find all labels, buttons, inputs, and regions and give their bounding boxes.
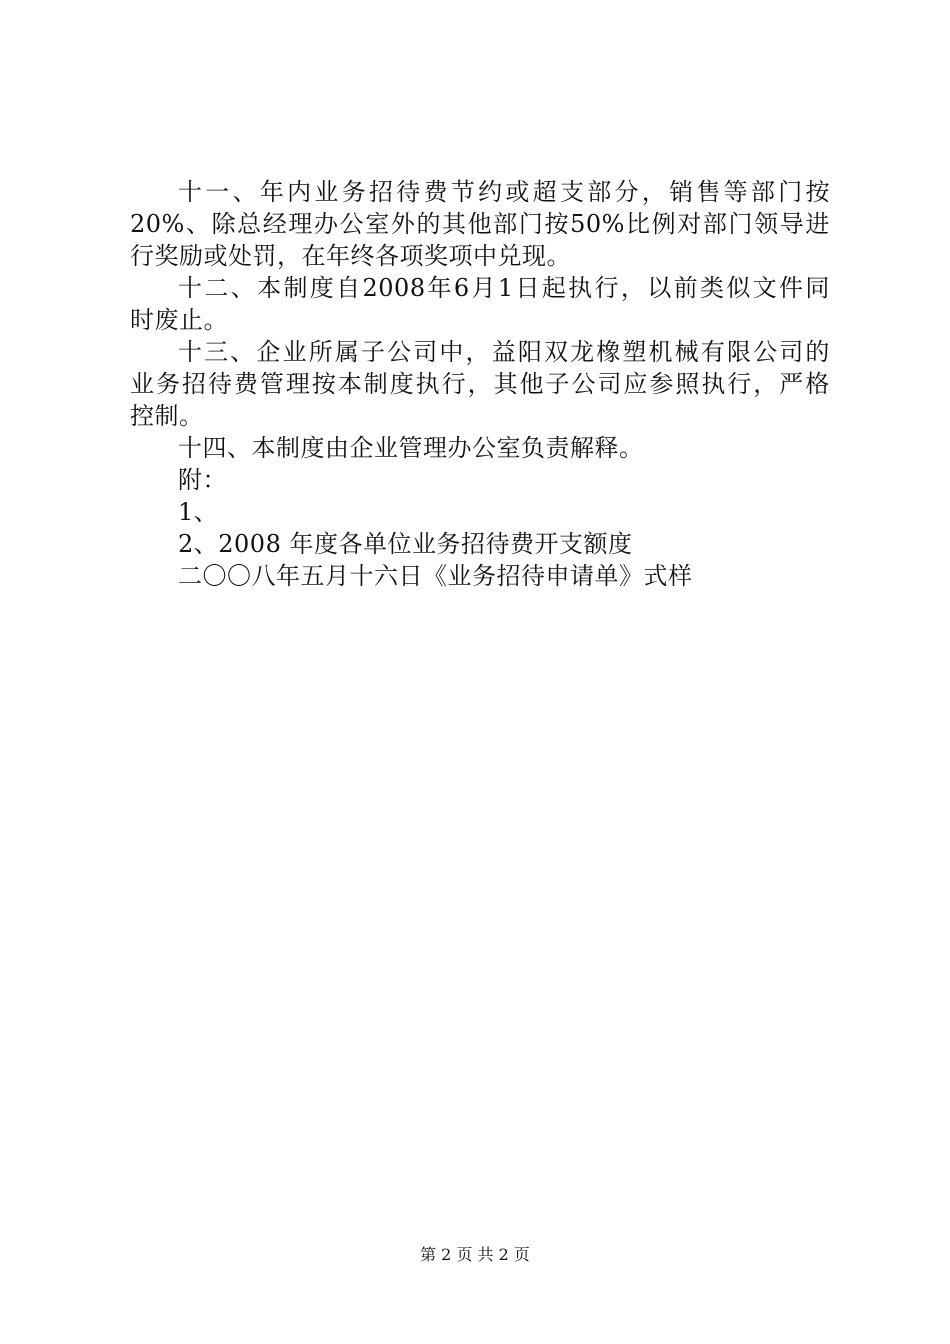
glyph: 参 xyxy=(649,370,674,398)
glyph: 本 xyxy=(257,274,282,302)
glyph: 等 xyxy=(723,178,749,206)
glyph: 照 xyxy=(675,370,700,398)
paragraph-11-line-1 xyxy=(130,176,830,208)
glyph: 年 xyxy=(259,178,285,206)
paragraph-12-line-2: 时废止。 xyxy=(130,306,228,334)
glyph: 经 xyxy=(262,210,288,238)
glyph: 20% xyxy=(130,210,185,238)
glyph: 待 xyxy=(207,370,233,398)
glyph: 度 xyxy=(389,370,415,398)
glyph: ， xyxy=(620,274,646,302)
glyph: 行 xyxy=(727,370,752,398)
glyph: 制 xyxy=(363,370,389,398)
glyph: 管 xyxy=(259,370,285,398)
glyph: 益 xyxy=(491,338,517,366)
glyph: 日 xyxy=(515,274,540,302)
glyph: 所 xyxy=(308,338,334,366)
glyph: 1 xyxy=(497,274,514,302)
glyph: 节 xyxy=(450,178,476,206)
glyph: 招 xyxy=(368,178,394,206)
glyph: 子 xyxy=(545,370,570,398)
glyph: 内 xyxy=(287,178,312,206)
glyph: 按 xyxy=(311,370,337,398)
appendix-label: 附： xyxy=(178,466,227,494)
glyph: 同 xyxy=(805,274,830,302)
glyph: 行 xyxy=(441,370,467,398)
glyph: 公 xyxy=(571,370,596,398)
glyph: 企 xyxy=(256,338,281,366)
paragraph-11-line-2 xyxy=(130,208,830,240)
glyph: 、 xyxy=(185,210,211,238)
glyph: 执 xyxy=(701,370,726,398)
appendix-item-3: 二〇〇八年五月十六日《业务招待申请单》式样 xyxy=(178,562,693,590)
glyph: 、 xyxy=(230,274,256,302)
page-number-label: 第 2 页 共 2 页 xyxy=(420,1245,530,1264)
glyph: 公 xyxy=(753,338,778,366)
glyph: 司 xyxy=(413,338,438,366)
glyph: 销 xyxy=(669,178,694,206)
glyph: 部 xyxy=(493,210,518,238)
glyph: 或 xyxy=(505,178,530,206)
glyph: 门 xyxy=(778,178,803,206)
glyph: 进 xyxy=(805,210,830,238)
glyph: 业 xyxy=(314,178,339,206)
glyph: 门 xyxy=(728,210,753,238)
glyph: 门 xyxy=(518,210,544,238)
glyph: 执 xyxy=(568,274,593,302)
glyph: 机 xyxy=(648,338,674,366)
glyph: 司 xyxy=(779,338,804,366)
glyph: 限 xyxy=(726,338,752,366)
glyph: 前 xyxy=(673,274,699,302)
glyph: 十 xyxy=(178,178,203,206)
glyph: 务 xyxy=(155,370,181,398)
glyph: 务 xyxy=(341,178,367,206)
glyph: 约 xyxy=(478,178,503,206)
glyph: 费 xyxy=(423,178,449,206)
glyph: 一 xyxy=(205,178,230,206)
glyph: 部 xyxy=(587,178,612,206)
appendix-item-1: 1、 xyxy=(178,498,219,526)
glyph: ， xyxy=(467,370,493,398)
glyph: 十 xyxy=(178,274,203,302)
glyph: 有 xyxy=(700,338,726,366)
glyph: 双 xyxy=(543,338,569,366)
glyph: 公 xyxy=(339,210,365,238)
glyph: 阳 xyxy=(517,338,543,366)
glyph: 司 xyxy=(597,370,622,398)
glyph: 比 xyxy=(626,210,651,238)
glyph: 待 xyxy=(396,178,421,206)
glyph: 他 xyxy=(519,370,545,398)
paragraph-14-line-1: 十四、本制度由企业管理办公室负责解释。 xyxy=(178,434,644,462)
glyph: 应 xyxy=(623,370,648,398)
glyph: 制 xyxy=(283,274,308,302)
glyph: 总 xyxy=(237,210,262,238)
glyph: 对 xyxy=(677,210,702,238)
glyph: 部 xyxy=(750,178,776,206)
glyph: 售 xyxy=(696,178,721,206)
document-body xyxy=(130,176,830,592)
glyph: 例 xyxy=(651,210,677,238)
glyph: 公 xyxy=(387,338,412,366)
glyph: 领 xyxy=(754,210,779,238)
glyph: 招 xyxy=(181,370,207,398)
page-footer xyxy=(0,1245,950,1265)
glyph: 理 xyxy=(288,210,313,238)
glyph: 的 xyxy=(805,338,830,366)
glyph: 办 xyxy=(314,210,339,238)
glyph: 以 xyxy=(647,274,672,302)
glyph: 执 xyxy=(415,370,441,398)
glyph: 部 xyxy=(702,210,728,238)
paragraph-13-line-3: 控制。 xyxy=(130,402,204,430)
glyph: 二 xyxy=(204,274,229,302)
glyph: 塑 xyxy=(622,338,647,366)
glyph: 业 xyxy=(282,338,308,366)
glyph: 行 xyxy=(594,274,620,302)
glyph: 中 xyxy=(439,338,464,366)
glyph: 子 xyxy=(360,338,386,366)
glyph: 6 xyxy=(453,274,470,302)
glyph: 格 xyxy=(805,370,830,398)
glyph: 50% xyxy=(570,210,625,238)
glyph: 自 xyxy=(336,274,361,302)
glyph: 他 xyxy=(467,210,493,238)
glyph: 的 xyxy=(416,210,441,238)
glyph: 本 xyxy=(337,370,363,398)
glyph: 类 xyxy=(699,274,725,302)
glyph: 业 xyxy=(130,370,155,398)
appendix-item-2: 2、2008 年度各单位业务招待费开支额度 xyxy=(178,530,633,558)
glyph: 橡 xyxy=(596,338,621,366)
glyph: 理 xyxy=(285,370,311,398)
glyph: ， xyxy=(641,178,667,206)
glyph: 严 xyxy=(779,370,804,398)
glyph: 龙 xyxy=(570,338,595,366)
glyph: 费 xyxy=(233,370,259,398)
glyph: 超 xyxy=(532,178,558,206)
glyph: 十 xyxy=(178,338,203,366)
paragraph-13-line-1 xyxy=(130,336,830,368)
glyph: 2008 xyxy=(362,274,426,302)
glyph: 按 xyxy=(805,178,830,206)
glyph: 支 xyxy=(559,178,585,206)
paragraph-13-line-2 xyxy=(130,368,830,400)
glyph: ， xyxy=(465,338,491,366)
glyph: 起 xyxy=(541,274,567,302)
glyph: 、 xyxy=(230,338,255,366)
glyph: 文 xyxy=(752,274,778,302)
paragraph-11-line-3: 行奖励或处罚，在年终各项奖项中兑现。 xyxy=(130,242,571,270)
glyph: 度 xyxy=(309,274,335,302)
glyph: 分 xyxy=(614,178,639,206)
glyph: 其 xyxy=(442,210,467,238)
glyph: 件 xyxy=(779,274,804,302)
paragraph-12-line-1 xyxy=(130,272,830,304)
glyph: 三 xyxy=(204,338,229,366)
glyph: 月 xyxy=(471,274,496,302)
glyph: 年 xyxy=(427,274,452,302)
glyph: 按 xyxy=(544,210,569,238)
glyph: 导 xyxy=(779,210,805,238)
glyph: 外 xyxy=(390,210,416,238)
glyph: ， xyxy=(753,370,778,398)
glyph: 械 xyxy=(674,338,700,366)
glyph: 室 xyxy=(365,210,390,238)
glyph: 其 xyxy=(493,370,519,398)
glyph: 、 xyxy=(232,178,258,206)
glyph: 除 xyxy=(211,210,237,238)
glyph: 似 xyxy=(726,274,751,302)
glyph: 属 xyxy=(334,338,360,366)
